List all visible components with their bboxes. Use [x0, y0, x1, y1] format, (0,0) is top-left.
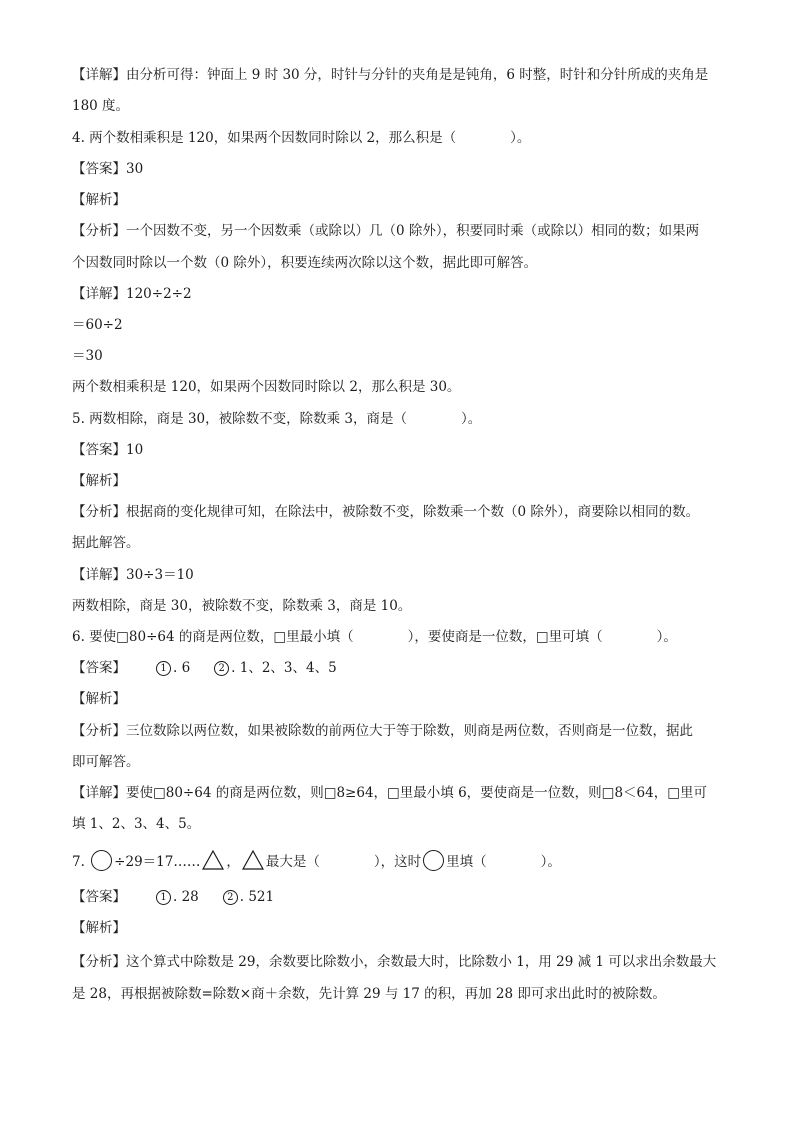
text-line: 【分析】三位数除以两位数，如果被除数的前两位大于等于除数，则商是两位数，否则商是一位数，据此 — [72, 723, 693, 739]
text-line: 180 度。 — [72, 98, 130, 114]
text-line: 【分析】一个因数不变，另一个因数乘（或除以）几（0 除外），积要同时乘（或除以）相同的数；如果两 — [72, 223, 700, 239]
text-line: 两个数相乘积是 120，如果两个因数同时除以 2，那么积是 30。 — [72, 379, 461, 395]
text-line: 【分析】根据商的变化规律可知，在除法中，被除数不变，除数乘一个数（0 除外），商要除以相同的数。 — [72, 504, 700, 520]
text-line: 【分析】这个算式中除数是 29，余数要比除数小，余数最大时，比除数小 1，用 29 减 1 可以求出余数最大 — [72, 954, 717, 970]
circle-blank-icon — [91, 850, 112, 871]
circled-number: 1 — [156, 890, 171, 905]
analysis-label: 【解析】 — [72, 920, 126, 936]
question-text: 最大是（ ），这时 — [265, 854, 422, 870]
question-7 — [72, 850, 726, 871]
text-line: 【详解】由分析可得：钟面上 9 时 30 分，时针与分针的夹角是是钝角，6 时整，时针和分针所成的夹角是 — [72, 67, 709, 83]
text-line: 填 1、2、3、4、5。 — [72, 816, 201, 832]
triangle-blank-icon — [202, 850, 224, 870]
text-line: 【详解】30÷3＝10 — [72, 567, 194, 583]
text-line: 据此解答。 — [72, 535, 140, 551]
text-line: 是 28，再根据被除数=除数×商＋余数，先计算 29 与 17 的积，再加 28 即可求出此时的被除数。 — [72, 986, 666, 1002]
text-line: 个因数同时除以一个数（0 除外），积要连续两次除以这个数，据此即可解答。 — [72, 255, 538, 271]
analysis-label: 【解析】 — [72, 691, 126, 707]
circled-number: 2 — [214, 661, 229, 676]
answer-line-q7 — [72, 888, 726, 906]
answer-value: . 6 — [173, 660, 191, 676]
analysis-label: 【解析】 — [72, 192, 126, 208]
text-line: 两数相除，商是 30，被除数不变，除数乘 3，商是 10。 — [72, 598, 412, 614]
answer-label: 【答案】 — [72, 660, 126, 676]
text-line: ＝30 — [72, 348, 103, 364]
question-expression: ÷29＝17…… — [114, 854, 201, 870]
analysis-label: 【解析】 — [72, 473, 126, 489]
question-5: 5. 两数相除，商是 30，被除数不变，除数乘 3，商是（ ）。 — [72, 411, 482, 427]
answer-value: . 28 — [173, 889, 199, 905]
answer-label: 【答案】 — [72, 889, 126, 905]
text-line: 【详解】要使□80÷64 的商是两位数，则□8≥64，□里最小填 6，要使商是一位数，则□8＜64，□里可 — [72, 785, 707, 801]
circled-number: 1 — [156, 661, 171, 676]
circled-number: 2 — [223, 890, 238, 905]
answer-label: 【答案】30 — [72, 161, 144, 177]
question-6: 6. 要使□80÷64 的商是两位数，□里最小填（ ），要使商是一位数，□里可填（ ）。 — [72, 629, 677, 645]
text-line: 即可解答。 — [72, 754, 140, 770]
text-line: ＝60÷2 — [72, 317, 123, 333]
text-line: 【详解】120÷2÷2 — [72, 286, 192, 302]
answer-line-q6 — [72, 659, 726, 677]
answer-value: . 1、2、3、4、5 — [231, 660, 337, 676]
question-text: 里填（ ）。 — [446, 854, 561, 870]
question-4: 4. 两个数相乘积是 120，如果两个因数同时除以 2，那么积是（ ）。 — [72, 130, 531, 146]
triangle-blank-icon — [242, 850, 264, 870]
answer-value: . 521 — [239, 889, 275, 905]
answer-label: 【答案】10 — [72, 442, 144, 458]
circle-blank-icon — [423, 850, 444, 871]
question-number: 7. — [72, 854, 90, 870]
question-text: ， — [226, 854, 240, 870]
